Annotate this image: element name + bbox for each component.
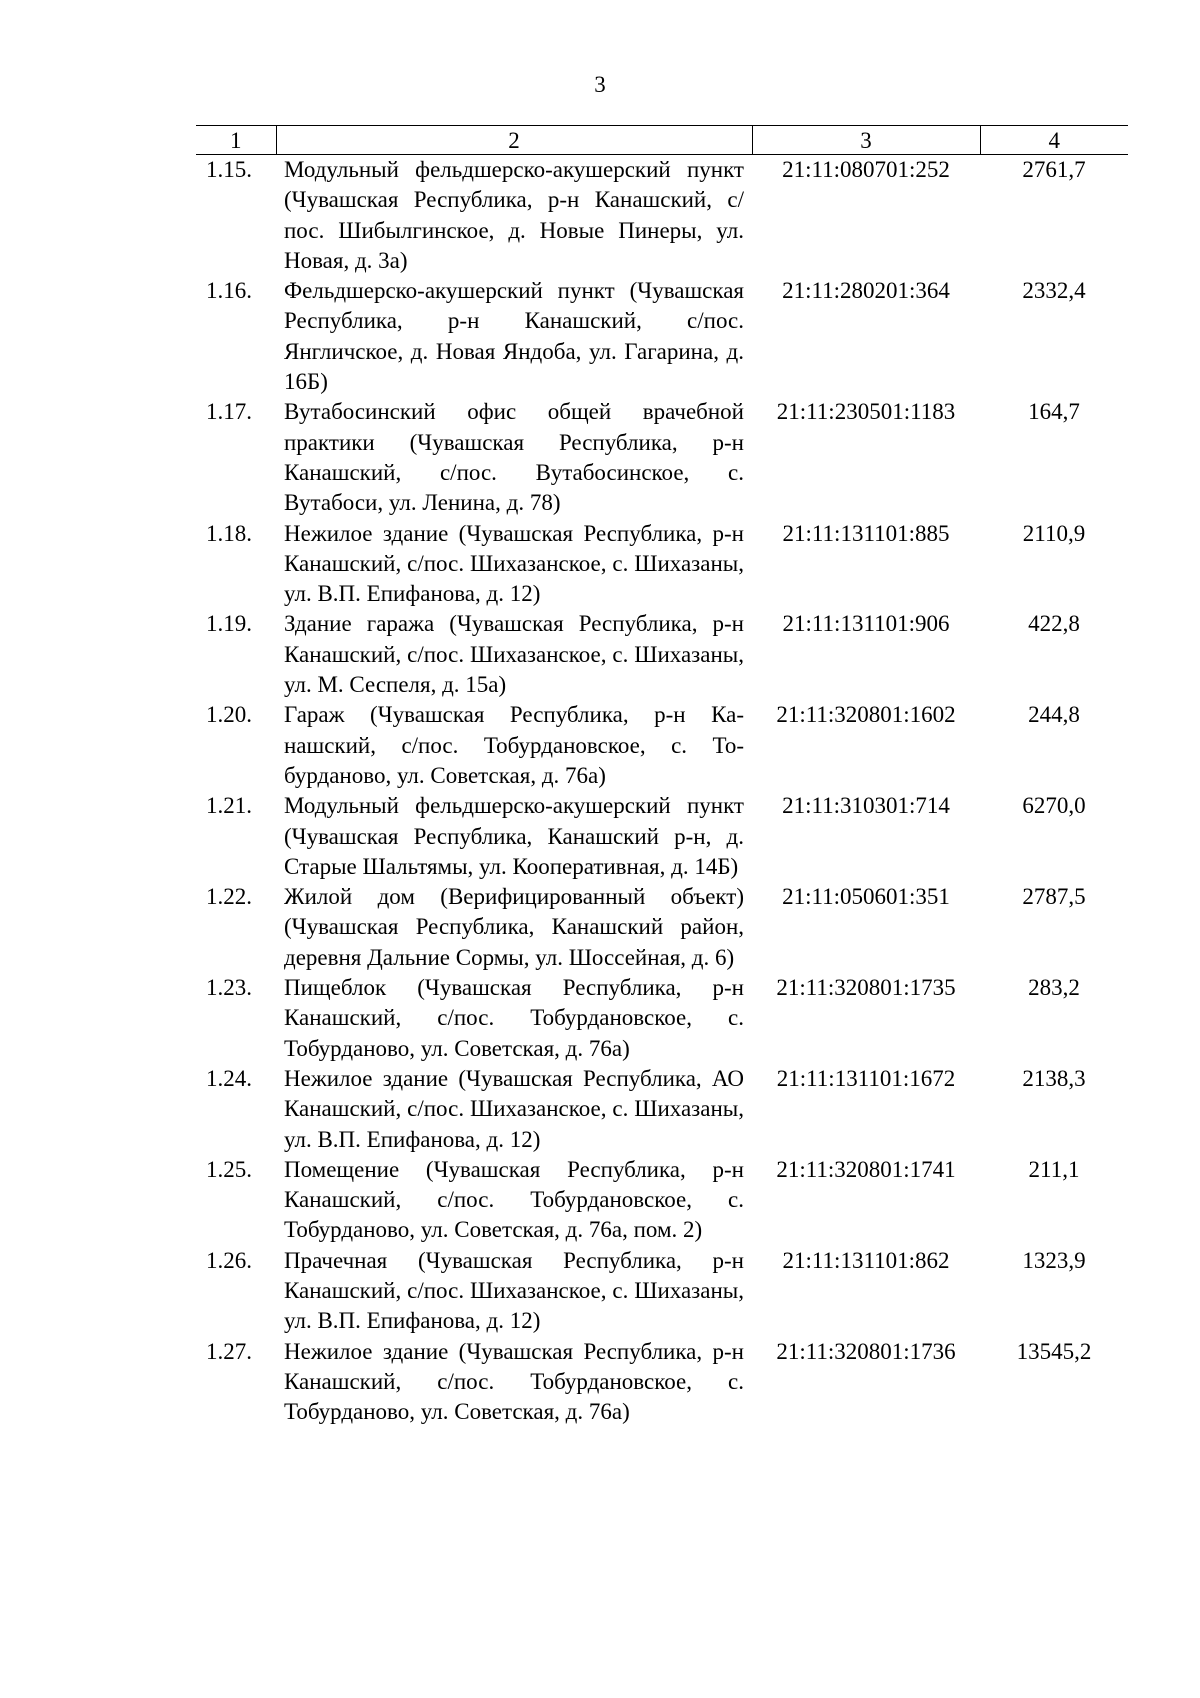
row-cadastral-number: 21:11:131101:1672 [776,1065,956,1091]
row-cadastral-number: 21:11:230501:1183 [776,399,956,425]
row-cadastral-number: 21:11:080701:252 [782,157,950,182]
row-description: Гараж (Чувашская Республика, р-н Канашский, с/пос. Тобурдановское, с. Тобурданово, ул. Советская, д. 76а) [284,702,744,788]
row-area: 13545,2 [1016,1338,1092,1364]
row-cadastral-number: 21:11:320801:1735 [776,975,956,1001]
row-description: Помещение (Чувашская Республика, р-н Канашский, с/пос. Тобурдановское, с. Тобурданово, ул. Советская, д. 76а, пом. 2) [284,1156,744,1243]
row-number: 1.20. [206,702,252,728]
column-header-4: 4 [980,126,1128,155]
row-number: 1.26. [206,1247,252,1273]
row-area: 211,1 [1028,1156,1080,1182]
row-description: Фельдшерско-акушерский пункт (Чувашская Республика, р-н Канашский, с/пос. Янгличское, д. Новая Яндоба, ул. Гагарина, д. 16Б) [284,278,744,395]
row-description: Нежилое здание (Чувашская Республика, р-н Канашский, с/пос. Тобурдановское, с. Тобурданово, ул. Советская, д. 76а) [284,1338,744,1425]
table-row [196,155,1128,277]
table-row [196,519,1128,610]
row-area: 244,8 [1028,702,1080,728]
row-number: 1.15. [206,157,252,182]
row-cadastral-number: 21:11:320801:1736 [776,1338,956,1364]
row-number: 1.21. [206,793,252,819]
row-cadastral-number: 21:11:320801:1602 [776,702,956,728]
property-table [196,125,1128,1427]
row-cadastral-number: 21:11:320801:1741 [776,1156,956,1182]
table-body [196,155,1128,1428]
table-row [196,791,1128,882]
row-cadastral-number: 21:11:131101:906 [782,611,950,637]
row-area: 6270,0 [1022,793,1086,819]
row-description: Прачечная (Чувашская Республика, р-н Канашский, с/пос. Шихазанское, с. Шихазаны, ул. В.П. Епифанова, д. 12) [284,1247,744,1334]
table-header [196,126,1128,155]
row-description: Нежилое здание (Чувашская Республика, АО Канашский, с/пос. Шихазанское, с. Шихазаны, ул. В.П. Епифанова, д. 12) [284,1065,744,1152]
row-number: 1.27. [206,1338,252,1364]
row-description: Здание гаража (Чувашская Республика, р-н Канашский, с/пос. Шихазанское, с. Шихазаны, ул. М. Сеспеля, д. 15а) [284,611,744,698]
row-description: Модульный фельдшерско-акушерский пункт (Чувашская Республика, р-н Канашский, с/пос. Шибылгинское, д. Новые Пинеры, ул. Новая, д. 3а) [284,157,744,273]
row-number: 1.24. [206,1065,252,1091]
table-row [196,1155,1128,1246]
row-number: 1.23. [206,975,252,1001]
row-area: 422,8 [1028,611,1080,637]
row-number: 1.25. [206,1156,252,1182]
row-description: Пищеблок (Чувашская Республика, р-н Канашский, с/пос. Тобурдановское, с. Тобурданово, ул. Советская, д. 76а) [284,975,744,1061]
column-header-2: 2 [276,126,752,155]
row-description: Вутабосинский офис общей врачебной практики (Чувашская Республика, р-н Канашский, с/пос. Вутабосинское, с. Вутабоси, ул. Ленина, д. 78) [284,399,744,516]
table-row [196,1337,1128,1428]
row-cadastral-number: 21:11:310301:714 [782,793,950,819]
row-number: 1.22. [206,884,252,910]
table-row [196,609,1128,700]
row-number: 1.19. [206,611,252,637]
row-area: 2787,5 [1022,884,1086,910]
row-description: Жилой дом (Верифицированный объект) (Чувашская Республика, Канашский район, деревня Дальние Сормы, ул. Шоссейная, д. 6) [284,884,744,970]
row-area: 1323,9 [1022,1247,1086,1273]
row-area: 283,2 [1028,975,1080,1001]
row-number: 1.16. [206,278,252,304]
row-area: 2761,7 [1022,157,1086,182]
row-cadastral-number: 21:11:131101:862 [782,1247,950,1273]
table-row [196,397,1128,518]
row-cadastral-number: 21:11:131101:885 [782,520,950,546]
row-number: 1.18. [206,520,252,546]
page-number: 3 [594,72,606,97]
table-row [196,1064,1128,1155]
table-row [196,276,1128,397]
table-row [196,700,1128,791]
row-description: Нежилое здание (Чувашская Республика, р-н Канашский, с/пос. Шихазанское, с. Шихазаны, ул. В.П. Епифанова, д. 12) [284,520,744,607]
row-cadastral-number: 21:11:050601:351 [782,884,950,910]
table-row [196,1246,1128,1337]
table-row [196,882,1128,973]
column-header-1: 1 [196,126,276,155]
row-area: 2110,9 [1022,520,1086,546]
row-cadastral-number: 21:11:280201:364 [782,278,950,304]
table-row [196,973,1128,1064]
row-area: 2138,3 [1022,1065,1086,1091]
row-number: 1.17. [206,399,252,425]
row-area: 164,7 [1028,399,1080,425]
column-header-3: 3 [752,126,980,155]
row-description: Модульный фельдшерско-акушерский пункт (Чувашская Республика, Канашский р-н, д. Старые Шальтямы, ул. Кооперативная, д. 14Б) [284,793,744,879]
row-area: 2332,4 [1022,278,1086,304]
